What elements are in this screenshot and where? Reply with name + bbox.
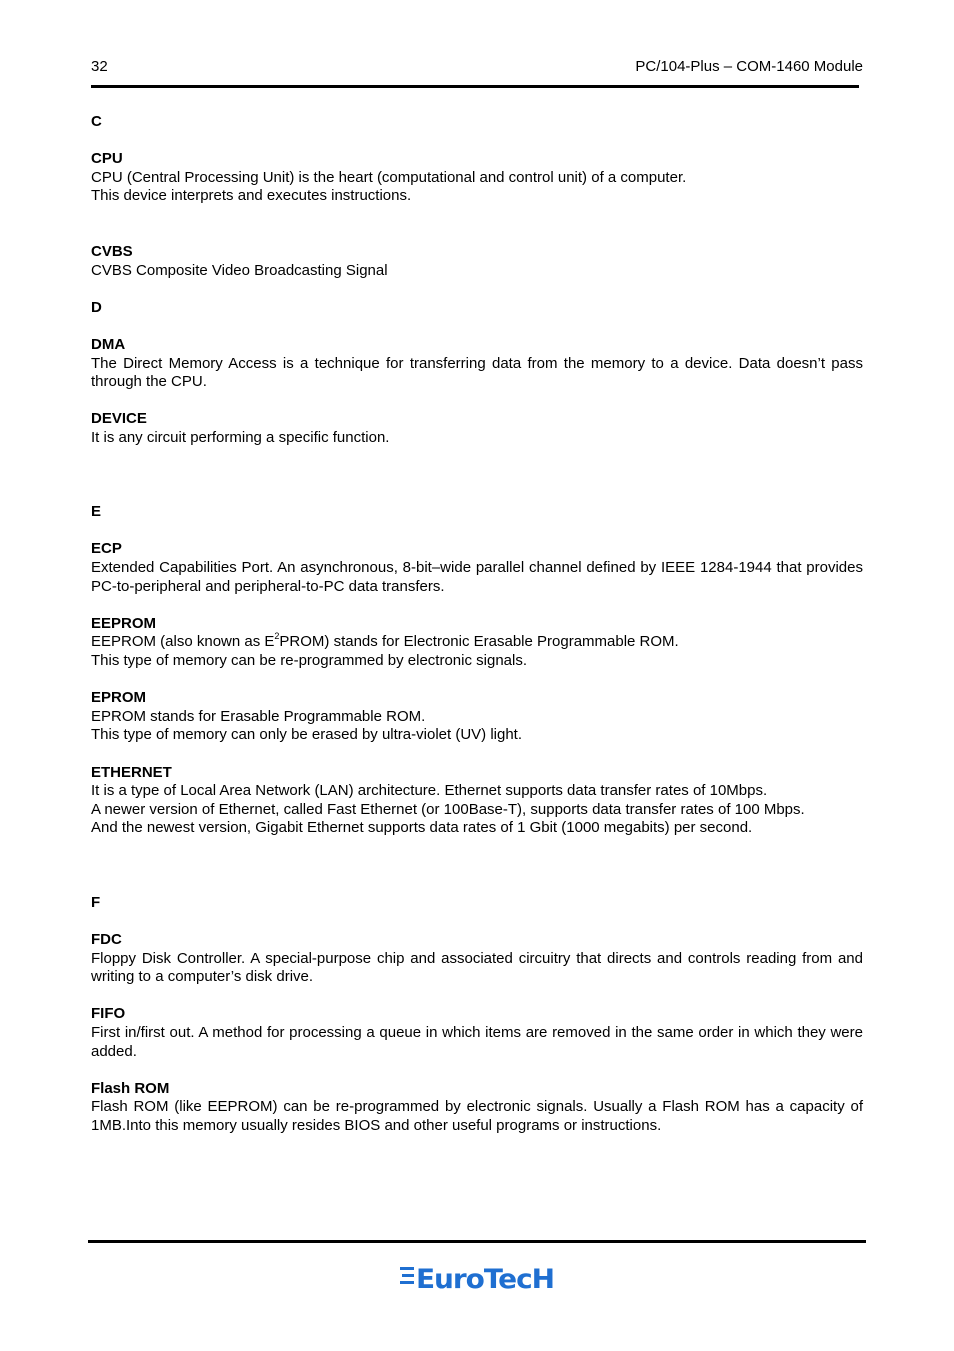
definition-eprom-line-2: This type of memory can only be erased by ultra-violet (UV) light. xyxy=(91,726,523,744)
term-ethernet: ETHERNET xyxy=(91,763,172,781)
definition-eeprom-line-1 xyxy=(91,633,863,652)
definition-ethernet-line-1: It is a type of Local Area Network (LAN) architecture. Ethernet supports data transfer rates of 10Mbps. xyxy=(91,782,768,800)
glossary-content xyxy=(91,113,863,1136)
term-device: DEVICE xyxy=(91,410,147,428)
eeprom-text-after: PROM) stands for Electronic Erasable Programmable ROM. xyxy=(279,633,679,651)
term-flash-rom: Flash ROM xyxy=(91,1079,170,1097)
document-title: PC/104-Plus – COM-1460 Module xyxy=(635,58,863,75)
definition-cpu-line-2: This device interprets and executes instructions. xyxy=(91,187,412,205)
definition-fdc: Floppy Disk Controller. A special-purpose chip and associated circuitry that directs and controls reading from and writing to a computer’s disk drive. xyxy=(91,949,863,986)
term-ecp: ECP xyxy=(91,540,122,558)
term-eprom: EPROM xyxy=(91,689,147,707)
logo-wordmark: EuroTecH xyxy=(416,1264,554,1295)
definition-device: It is any circuit performing a specific function. xyxy=(91,428,390,446)
eurotech-logo xyxy=(400,1261,556,1295)
footer-rule xyxy=(88,1240,866,1243)
definition-eeprom-line-2: This type of memory can be re-programmed by electronic signals. xyxy=(91,652,528,670)
term-cvbs: CVBS xyxy=(91,242,133,260)
section-letter-e: E xyxy=(91,503,102,521)
definition-eprom-line-1: EPROM stands for Erasable Programmable ROM. xyxy=(91,707,426,725)
eeprom-superscript: 2 xyxy=(274,631,280,642)
term-fifo: FIFO xyxy=(91,1005,126,1023)
definition-ethernet-line-3: And the newest version, Gigabit Ethernet supports data rates of 1 Gbit (1000 megabits) per second. xyxy=(91,819,753,837)
definition-cpu-line-1: CPU (Central Processing Unit) is the heart (computational and control unit) of a computer. xyxy=(91,168,687,186)
section-letter-c: C xyxy=(91,113,102,130)
definition-ecp: Extended Capabilities Port. An asynchronous, 8-bit–wide parallel channel defined by IEEE 1284-1944 that provides PC-to-peripheral and peripheral-to-PC data transfers. xyxy=(91,559,863,595)
definition-cvbs: CVBS Composite Video Broadcasting Signal xyxy=(91,261,388,279)
section-letter-d: D xyxy=(91,298,102,316)
term-cpu: CPU xyxy=(91,150,123,168)
term-eeprom: EEPROM xyxy=(91,614,157,632)
page-header xyxy=(91,57,863,77)
section-letter-f: F xyxy=(91,893,101,911)
eeprom-text-before: EEPROM (also known as E xyxy=(91,633,275,651)
definition-dma: The Direct Memory Access is a technique for transferring data from the memory to a device. Data doesn’t pass through the CPU. xyxy=(91,354,863,391)
header-rule xyxy=(91,85,859,88)
definition-ethernet-line-2: A newer version of Ethernet, called Fast Ethernet (or 100Base-T), supports data transfer rates of 100 Mbps. xyxy=(91,800,805,818)
definition-fifo: First in/first out. A method for processing a queue in which items are removed in the same order in which they were added. xyxy=(91,1023,863,1060)
logo-speed-lines xyxy=(400,1267,414,1284)
page-number: 32 xyxy=(91,58,108,75)
term-dma: DMA xyxy=(91,335,126,353)
definition-flash-rom: Flash ROM (like EEPROM) can be re-programmed by electronic signals. Usually a Flash ROM has a capacity of 1MB.Into this memory usually resides BIOS and other useful programs or instructions. xyxy=(91,1098,863,1134)
term-fdc: FDC xyxy=(91,930,122,948)
